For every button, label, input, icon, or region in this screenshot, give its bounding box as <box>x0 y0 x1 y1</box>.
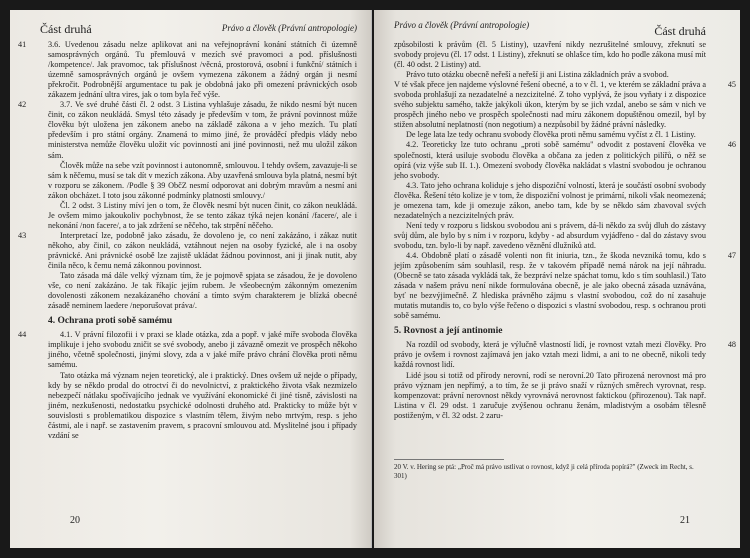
paragraph-text: Člověk může na sebe vzít povinnost i autonomně, smlouvou. I tehdy ovšem, zavazuje-li se sám k něčemu, musí se tak dít v mezích zákona. Aby uzavřená smlouva byla platná, nesmí být v rozporu se zákonem. /Podle § 39 ObčZ nesmí odporovat ani dobrým mravům a nesmí ani zákon obcházet. I toto jsou zákonné podmínky platnosti smlouvy./ <box>48 160 357 200</box>
margin-number: 41 <box>18 40 27 49</box>
paragraph <box>394 70 706 80</box>
paragraph-text: V té však přece jen najdeme výslovné řešení obecné, a to v čl. 1, ve kterém se základní práva a svoboda prohlašují za nezadatelné a nezcizitelné. Z toho vyplývá, že jsou vyňaty i z dispozice svého subjektu samého, takže jakýkoli úkon, kterým by se jich vzdal, anebo se sám v nich ve prospěch jiného nebo ve prospěch společnosti nad míru zákonem dopuštěnou omezil, byl by stižen absolutní neplatností (non negotium) a nezpůsobil by žádné právní následky. <box>394 80 706 130</box>
paragraph <box>18 330 357 370</box>
margin-number: 43 <box>18 230 27 240</box>
right-body <box>394 40 736 421</box>
paragraph <box>394 340 736 370</box>
paragraph <box>394 221 706 251</box>
paragraph-text: 4.2. Teoreticky lze tuto ochranu „proti sobě samému" odvodit z postavení člověka ve společnosti, která usiluje svobodu člověka a občana za jeden z politických pilířů, o něž se opírá (viz výše sub II. 1.). Omezení svobody člověka nakládat s vlastní svobodou je ochranou jeho svobody. <box>394 140 706 180</box>
left-running-head <box>40 18 357 40</box>
paragraph <box>48 201 357 231</box>
paragraph-text: Čl. 2 odst. 3 Listiny míví jen o tom, že člověk nesmí být nucen činit, co zákon neukládá. Je ovšem mimo jakoukoliv pochybnost, že se tento zákaz týká nejen konání /facere/, ale i nekonání /non facere/, a to jak zdržení se něčeho, tak strpění něčeho. <box>48 200 357 230</box>
paragraph-text: Interpretací lze, podobně jako zásadu, že dovoleno je, co není zakázáno, i zákaz nutit někoho, aby činil, co zákon neukládá, vztáhnout nejen na osoby fyzické, ale i na osoby právnické. Ani právnické osobě lze zajistě ukládat žádnou povinnost, ani ji jinak nutit, aby činila něco, k čemu nemá zákonnou povinnost. <box>48 230 357 271</box>
paragraph <box>394 130 706 140</box>
footnote <box>394 459 694 480</box>
paragraph <box>394 40 706 70</box>
section-heading: 4. Ochrana proti sobě samému <box>48 316 173 327</box>
right-page <box>374 10 740 548</box>
paragraph-text: 3.6. Uvedenou zásadu nelze aplikovat ani na veřejnoprávní konání státních či územně samosprávných orgánů. Tu přemlouvá v mezích své pravomoci a pod. příslušnosti /kompetence/. Jak pravomoc, tak příslušnost /věcná, prostorová, osobní i funkční/ státních i územně samosprávných orgánů je ovšem vymezena zákonem a žádný orgán ji nesmí překročit. Podrobnější argumentace tu pak je obdobná jako při omezení právnických osob zákazem jednání ultra vires, jak o tom byla řeč výše. <box>48 40 357 100</box>
right-chapter-title: Část druhá <box>654 24 706 38</box>
paragraph-text: Na rozdíl od svobody, která je výlučně vlastností lidí, je rovnost vztah mezi člověky. Pro právo je ovšem i rovnost zajímavá jen jako vztah mezi lidmi, a ani to ne obecně, nikoli tedy každá rovnost lidí. <box>394 340 706 370</box>
paragraph <box>394 250 736 321</box>
margin-number: 44 <box>18 330 27 340</box>
paragraph <box>48 271 357 311</box>
paragraph <box>18 100 357 160</box>
paragraph <box>394 80 736 130</box>
left-page <box>10 10 372 548</box>
paragraph <box>18 40 357 100</box>
paragraph-text: Lidé jsou si totiž od přírody nerovní, rodí se nerovní.20 Tato přirozená nerovnost má pro právo význam jen nepřímý, a to tím, že se ji právo snaží v různých směrech vyrovnat, resp. kompenzovat: právní nerovnost někdy vyrovnává nerovnost faktickou (přirozenou). Tak např. Listina v čl. 29 odst. 1 zaručuje zvýšenou ochranu ženám, mladistvým a osobám tělesně postiženým, v čl. 32 odst. 2 zaru- <box>394 370 706 420</box>
section-heading: 5. Rovnost a její antinomie <box>394 326 503 337</box>
left-body <box>18 40 357 441</box>
left-section-title: Právo a člověk (Právní antropologie) <box>221 23 357 33</box>
paragraph-text: Tato zásada má dále velký význam tím, že je pojmově spjata se zásadou, že je dovoleno vše, co není zakázáno. Je tak říkajíc jejím rubem. Je všeobecným zákonným omezením dovolenosti zákonem nezakázaného chování a tímto svým charakterem je blízká obecné zásadě neminem laedere /neporušovat práva/. <box>48 271 357 311</box>
paragraph-text: De lege lata lze tedy ochranu svobody člověka proti němu samému vyčíst z čl. 1 Listiny. <box>406 130 696 140</box>
margin-number: 45 <box>727 80 736 90</box>
left-page-number: 20 <box>70 515 80 526</box>
paragraph-text: 3.7. Ve své druhé části čl. 2 odst. 3 Listina vyhlašuje zásadu, že nikdo nesmí být nucen činit, co zákon neukládá. Smysl této zásady je především v tom, že právní povinnost může člověku být uložena jen zákonem anebo na základě zákona a v jeho mezích. Tu platí především i pro státní orgány. Znamená to mimo jiné, že prováděcí předpis vlády nebo ministerstva nemůže člověku uložit víc povinností ani jiné povinnosti, než mu uložil zákon sám. <box>48 100 357 160</box>
right-section-title: Právo a člověk (Právní antropologie) <box>394 20 530 30</box>
paragraph-text: 4.1. V právní filozofii i v praxi se klade otázka, zda a popř. v jaké míře svoboda člověka implikuje i jeho svobodu zničit se své svobody, anebo ji závazně omezit ve prospěch někoho jiného, včetně společnosti, jinými slovy, zda a v jaké míře právo chrání člověka proti němu samému. <box>48 330 357 370</box>
paragraph <box>394 181 706 221</box>
paragraph-text: 4.4. Obdobně platí o zásadě volenti non fit iniuria, tzn., že škoda nevzniká tomu, kdo s jejím způsobením sám souhlasil, resp. že v takovém případě nemá nárok na její náhradu. (Obecně se tato zásada vykládá tak, že bezpráví nelze spáchat tomu, kdo s tím souhlasil.) Tato zásada v našem právu není nikde formulována obecně, je ale jako obecná zásada uznávána, byť ne bezvýjimečně. Z hlediska právněho zájmu s vlastní svobodou, což do ní zasahuje mutatis mutandis to, co bylo výše řečeno o dispozici s vlastní svobodou, resp. s ochranou proti sobě samému. <box>394 250 706 321</box>
paragraph-text: Není tedy v rozporu s lidskou svobodou ani s právem, dá-li někdo za svůj dluh do zástavy svůj dům, ale bylo by s ním i v rozporu, kdyby - ad absurdum vyjádřeno - dal do zástavy svou svobodu, tzn. bylo-li by např. zavedeno věznění dlužníků atd. <box>394 220 706 250</box>
margin-number: 48 <box>727 340 736 350</box>
right-page-number: 21 <box>680 515 690 526</box>
margin-number: 47 <box>727 250 736 260</box>
paragraph-text: 4.3. Tato jeho ochrana koliduje s jeho dispoziční volností, která je součástí osobní svobody člověka. Řešení této kolize je v tom, že dispoziční volnost je primární, nikoli však neomezená; je omezena tam, kde ji omezuje zákon, anebo tam, kde by se někdo sám zbavoval svých nezadatelných a nezcizitelných práv. <box>394 180 706 220</box>
paragraph-text: Tato otázka má význam nejen teoretický, ale i praktický. Dnes ovšem už nejde o případy, kdy by se někdo prodal do otroctví či do nevolnictví, z praktického života však nezmizelo nebezpečí nátlaku spočívajícího jednak ve využívání ekonomické či jiné tísně, závislosti na jiném, nezkušenosti, nedostatku psychické odolnosti druhého atd. Prakticky to může být v souvislosti s problematikou dispozice s vlastním tělem, živým nebo mrtvým, resp. s jeho částmi, ale i např. se zastavením pravem, s pracovní smlouvou atd. Myslitelné jsou i případy vzdání se <box>48 370 357 440</box>
margin-number: 42 <box>18 100 27 110</box>
left-chapter-title: Část druhá <box>40 22 92 36</box>
paragraph-text: způsobilosti k právům (čl. 5 Listiny), uzavření nikdy nezrušitelné smlouvy, zřeknutí se svobody projevu (čl. 17 odst. 1 Listiny), zřeknutí se ohlašce tím, kdo ho podle zákona musí mít (čl. 40 odst. 2 Listiny) atd. <box>394 40 706 70</box>
paragraph <box>18 230 357 271</box>
margin-number: 46 <box>727 140 736 150</box>
right-running-head <box>394 18 706 40</box>
paragraph <box>48 371 357 441</box>
footnote-text: 20 V. v. Hering se ptá: „Proč má právo ustlivat o rovnost, když ji celá příroda popírá?" (Zweck im Recht, s. 301) <box>394 463 694 480</box>
paragraph <box>394 371 706 421</box>
paragraph <box>394 140 736 180</box>
paragraph-text: Právo tuto otázku obecně neřeší a neřeší ji ani Listina základních práv a svobod. <box>406 70 669 80</box>
paragraph <box>48 161 357 201</box>
